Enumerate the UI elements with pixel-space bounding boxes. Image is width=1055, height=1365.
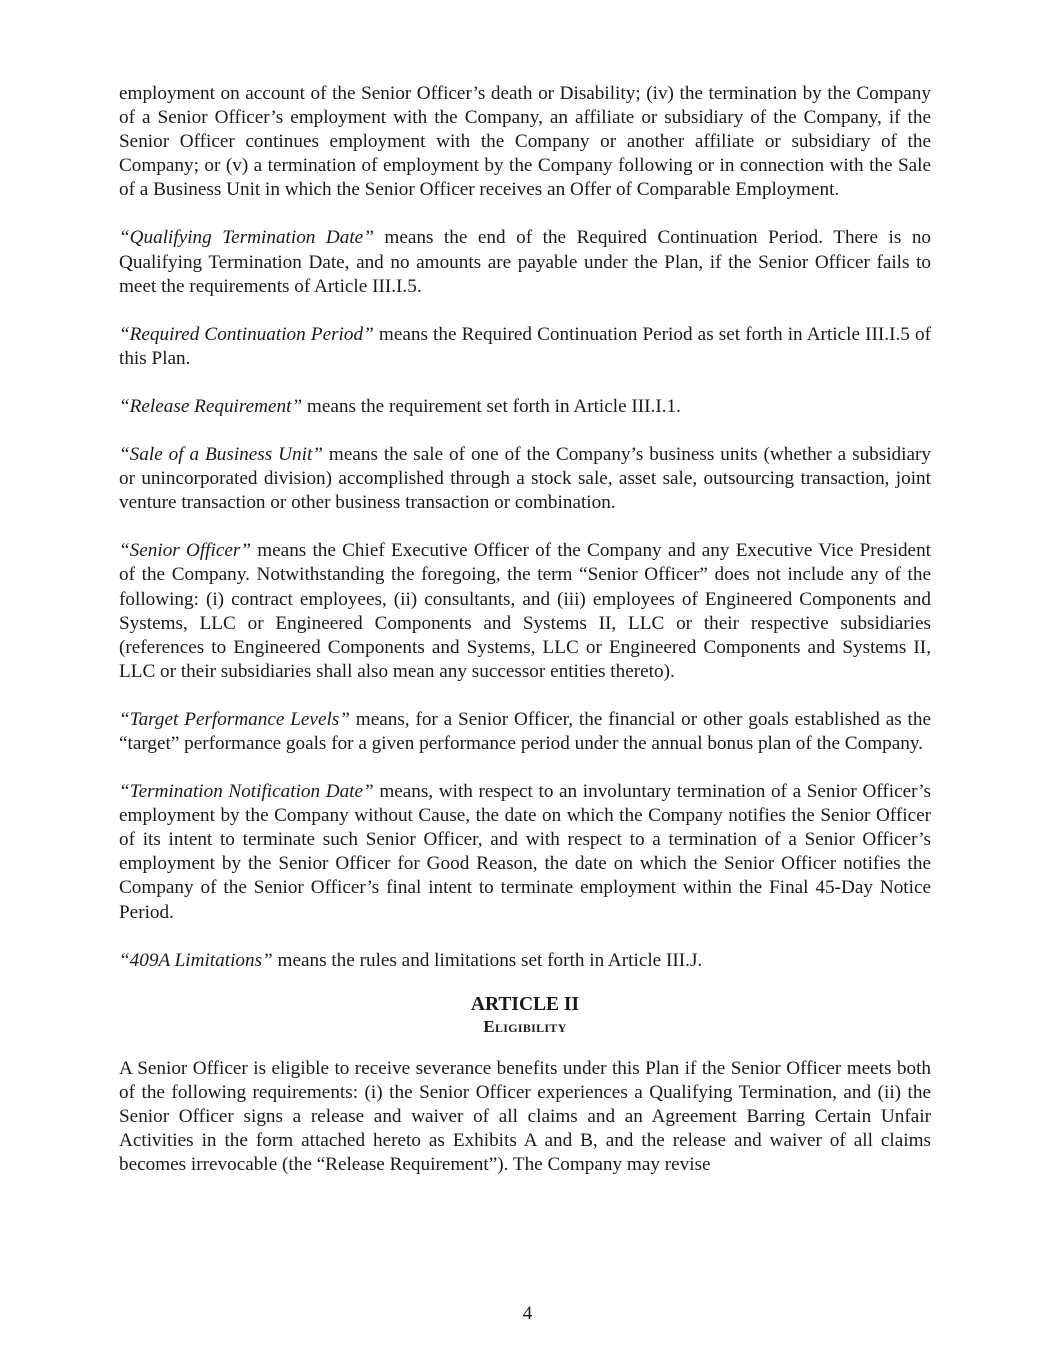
definition-text: means the requirement set forth in Article III.I.1. (302, 395, 681, 417)
defined-term: “Sale of a Business Unit” (119, 444, 323, 466)
definition-text: means, with respect to an involuntary termination of a Senior Officer’s employment by the Company without Cause, the date on which the Company notifies the Senior Officer of its intent to terminate such Senior Officer, and with respect to a termination of a Senior Officer’s employment by the Senior Officer for Good Reason, the date on which the Senior Officer notifies the Company of the Senior Officer’s final intent to terminate employment within the Final 45-Day Notice Period. (119, 781, 931, 923)
definition-text: means, for a Senior Officer, the financial or other goals established as the “target” performance goals for a given performance period under the annual bonus plan of the Company. (119, 708, 931, 754)
definition-text: means the end of the Required Continuation Period. There is no Qualifying Termination Date, and no amounts are payable under the Plan, if the Senior Officer fails to meet the requirements of Article III.I.5. (119, 227, 932, 297)
defined-term: “409A Limitations” (119, 949, 273, 971)
definition-release-requirement (119, 395, 931, 419)
paragraph-text: A Senior Officer is eligible to receive severance benefits under this Plan if the Senior Officer meets both of the following requirements: (i) the Senior Officer experiences a Qualifying Termination, and (ii) the Senior Officer signs a release and waiver of all claims and an Agreement Barring Certain Unfair Activities in the form attached hereto as Exhibits A and B, and the release and waiver of all claims becomes irrevocable (the “Release Requirement”). The Company may revise (119, 1057, 931, 1176)
definition-409a-limitations (119, 949, 931, 973)
definition-senior-officer (119, 539, 931, 684)
definition-target-performance-levels (119, 708, 931, 756)
definition-termination-notification-date (119, 780, 931, 925)
definition-text: means the Required Continuation Period as set forth in Article III.I.5 of this Plan. (119, 323, 931, 369)
article-heading (119, 993, 931, 1037)
definition-qualifying-termination-date (119, 226, 931, 298)
paragraph-continuation (119, 82, 931, 202)
defined-term: “Senior Officer” (119, 540, 252, 562)
definition-text: means the rules and limitations set forth in Article III.J. (272, 949, 703, 971)
definition-sale-of-business-unit (119, 443, 931, 515)
page-number: 4 (522, 1303, 533, 1324)
paragraph-text: employment on account of the Senior Officer’s death or Disability; (iv) the termination by the Company of a Senior Officer’s employment with the Company, an affiliate or subsidiary of the Company, if the Senior Officer continues employment with the Company or another affiliate or subsidiary of the Company; or (v) a termination of employment by the Company following or in connection with the Sale of a Business Unit in which the Senior Officer receives an Offer of Comparable Employment. (119, 83, 931, 201)
defined-term: “Termination Notification Date” (119, 781, 374, 803)
defined-term: “Release Requirement” (119, 395, 303, 417)
document-page (119, 82, 931, 1177)
article-number: ARTICLE II (470, 993, 580, 1015)
eligibility-paragraph (119, 1057, 931, 1177)
defined-term: “Required Continuation Period” (119, 323, 374, 345)
definition-required-continuation-period (119, 323, 931, 371)
defined-term: “Qualifying Termination Date” (119, 227, 374, 249)
article-title: Eligibility (483, 1016, 567, 1036)
definition-text: means the sale of one of the Company’s business units (whether a subsidiary or unincorporated division) accomplished through a stock sale, asset sale, outsourcing transaction, joint venture transaction or other business transaction or combination. (119, 444, 931, 514)
definition-text: means the Chief Executive Officer of the Company and any Executive Vice President of the Company. Notwithstanding the foregoing, the term “Senior Officer” does not include any of the following: (i) contract employees, (ii) consultants, and (iii) employees of Engineered Components and Systems, LLC or Engineered Components and Systems II, LLC or their respective subsidiaries (references to Engineered Components and Systems, LLC or Engineered Components and Systems II, LLC or their subsidiaries shall also mean any successor entities thereto). (119, 540, 931, 682)
defined-term: “Target Performance Levels” (119, 708, 350, 730)
